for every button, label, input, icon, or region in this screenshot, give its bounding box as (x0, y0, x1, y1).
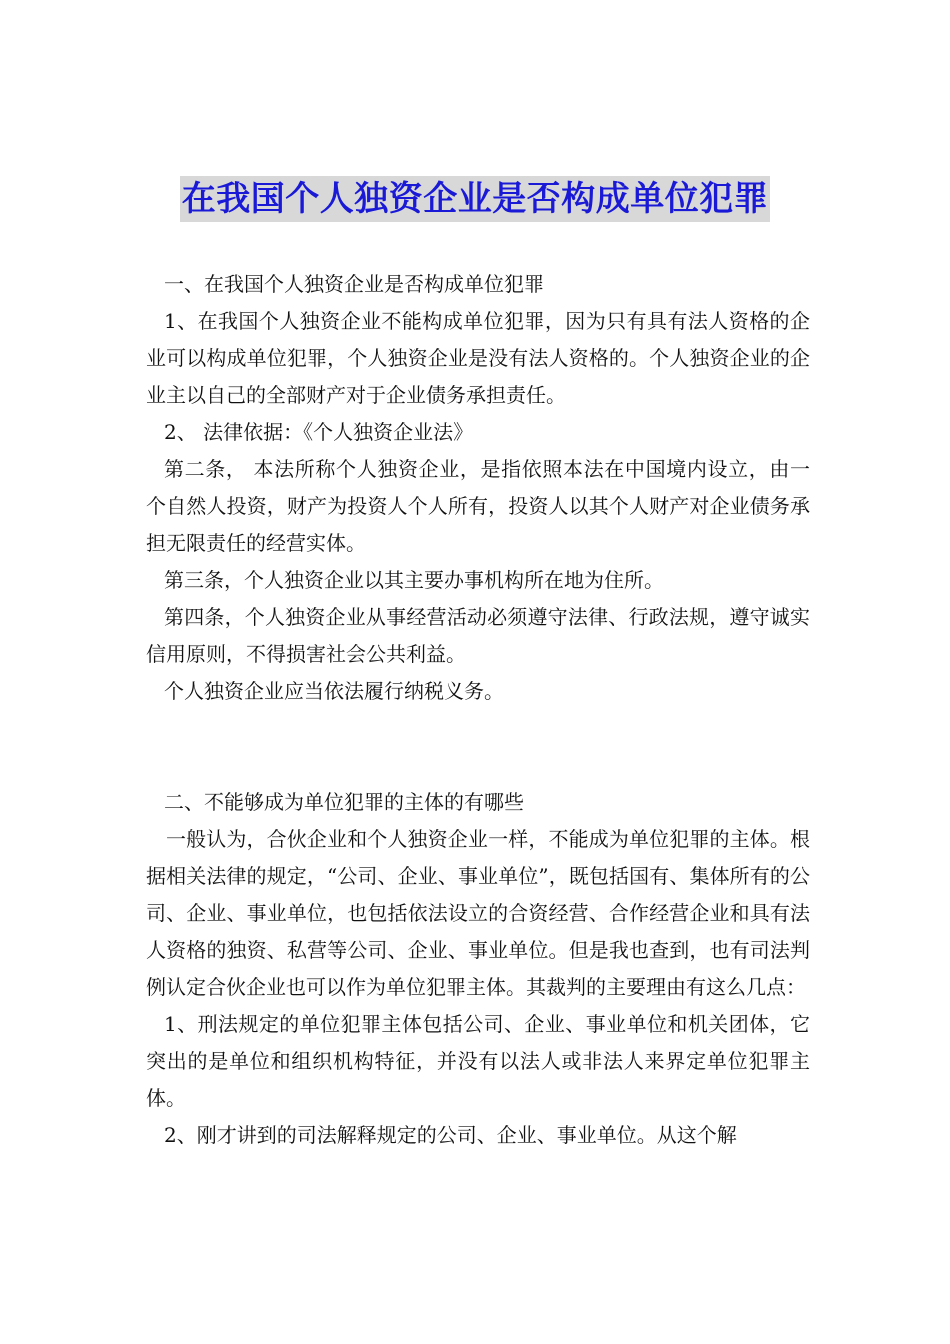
section1-heading: 一、在我国个人独资企业是否构成单位犯罪 (164, 272, 544, 296)
section1-paragraph-4: 第三条，个人独资企业以其主要办事机构所在地为住所。 (164, 568, 664, 592)
document-title: 在我国个人独资企业是否构成单位犯罪 (180, 176, 771, 222)
document-body (146, 266, 810, 1154)
section2-paragraph-1: 一般认为，合伙企业和个人独资企业一样，不能成为单位犯罪的主体。根据相关法律的规定，“公司、企业、事业单位”，既包括国有、集体所有的公司、企业、事业单位，也包括依法设立的合资经营、合作经营企业和具有法人资格的独资、私营等公司、企业、事业单位。但是我也查到，也有司法判例认定合伙企业也可以作为单位犯罪主体。其裁判的主要理由有这么几点： (146, 827, 810, 999)
section1-paragraph-6: 个人独资企业应当依法履行纳税义务。 (164, 679, 504, 703)
section2-paragraph-2: 1、刑法规定的单位犯罪主体包括公司、企业、事业单位和机关团体，它突出的是单位和组织机构特征，并没有以法人或非法人来界定单位犯罪主体。 (146, 1012, 810, 1110)
section2-paragraph-3: 2、刚才讲到的司法解释规定的公司、企业、事业单位。从这个解 (164, 1123, 737, 1147)
section2-heading: 二、不能够成为单位犯罪的主体的有哪些 (164, 790, 524, 814)
section1-paragraph-3: 第二条， 本法所称个人独资企业，是指依照本法在中国境内设立，由一个自然人投资，财产为投资人个人所有，投资人以其个人财产对企业债务承担无限责任的经营实体。 (146, 457, 810, 555)
section1-paragraph-1: 1、在我国个人独资企业不能构成单位犯罪，因为只有具有法人资格的企业可以构成单位犯罪，个人独资企业是没有法人资格的。个人独资企业的企业主以自己的全部财产对于企业债务承担责任。 (146, 309, 810, 407)
section1-paragraph-5: 第四条，个人独资企业从事经营活动必须遵守法律、行政法规，遵守诚实信用原则，不得损害社会公共利益。 (146, 605, 810, 666)
section-spacer (146, 710, 810, 784)
document-title-wrap (0, 176, 950, 222)
section1-paragraph-2: 2、 法律依据：《个人独资企业法》 (164, 420, 474, 444)
